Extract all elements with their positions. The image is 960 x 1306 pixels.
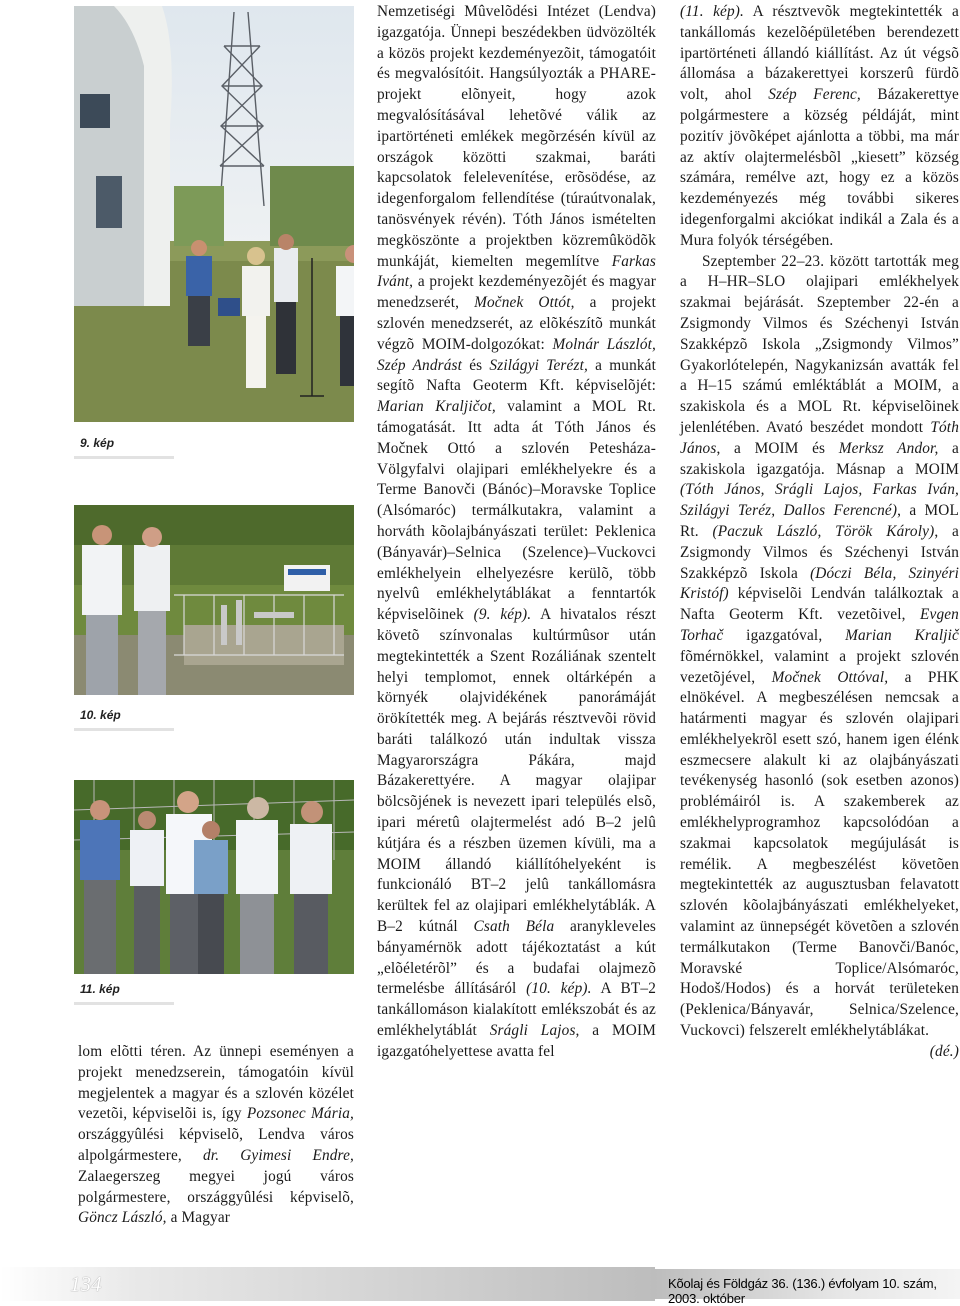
person-name: (Dóczi Béla, Szinyéri Kristóf): [680, 564, 959, 603]
text-run: lom elõtti téren. Az ünnepi eseményen a projekt menedzserein, támogatóin kívül megjelentek a magyar és a szlovén közélet vezetõi, képviselõi is, így: [78, 1043, 354, 1123]
person-name: dr. Gyimesi Endre,: [202, 1146, 355, 1164]
person-name: Marian Kraljič: [845, 626, 959, 644]
person-name: Močnek Ottóval,: [771, 668, 889, 686]
text-run: aranykleveles bányamérnök adott tájékoztatást a kút „elõéletérõl” és a budafai olajmezõ termelésbe állításáról: [377, 918, 656, 998]
column-2: [377, 2, 656, 1063]
photo-11: [74, 780, 354, 974]
paragraph: [377, 2, 656, 1063]
person-name: (Paczuk László, Török Károly): [712, 522, 935, 540]
text-run: a PHK elnökével. A megbeszélésen nemcsak a határmenti magyar és szlovén olajipari emlékhelyekrõl esett szó, hanem igen élénk eszmecsere alakult ki az olajbányászati tevékenység hasonló (sok esetben azonos) problémáiról is. A szakemberek az emlékhelyprogramhoz kapcsolódóan a szakmai kapcsolatok megújulását is remélik. A megbeszélést követõen megtekintették az augusztusban felavatott szlovén kõolajbányászati emlékhelyeket, valamint az ünnepségét követõen a szlovén termálkutakon (Terme Banovči/Banóc, Moravské Toplice/Alsómaróc, Hodoš/Hodos) és a horvát területeken (Peklenica/Bányavár, Selnica/Szelence, Vuckovci) felszerelt emlékhelytáblákat.: [680, 668, 959, 1040]
caption-11: 11. kép: [80, 982, 120, 996]
figure-reference: (11. kép).: [680, 3, 745, 20]
person-name: Molnár Lászlót, Szép Andrást: [377, 335, 657, 374]
person-name: Marian Kraljičot,: [377, 398, 496, 416]
caption-rule: [74, 1002, 174, 1005]
signature-text: (dé.): [929, 1042, 959, 1060]
text-run: képviselõi Lendván találkoztak a Nafta Geoterm Kft. vezetõivel,: [680, 585, 959, 624]
caption-rule: [74, 456, 174, 459]
text-run: igazgatóval,: [723, 626, 846, 644]
figure-reference: (9. kép).: [473, 606, 532, 624]
text-run: a munkát segítõ Nafta Geoterm Kft. képviselõjét:: [377, 356, 657, 395]
text-run: A BT–2 tankállomáson kialakított emlékszobát és az emlékhelytáblát: [377, 980, 657, 1040]
person-name: Farkas Ivánt,: [377, 252, 656, 291]
person-name: Močnek Ottót,: [474, 294, 575, 312]
text-run: fõmérnökkel, valamint a projekt szlovén vezetõjével,: [680, 647, 959, 686]
paragraph: [680, 2, 959, 252]
person-name: Evgen Torhač: [680, 606, 959, 644]
text-run: országgyûlési képviselõ, Lendva város alpolgármestere,: [78, 1126, 354, 1164]
person-name: Szép Ferenc,: [768, 86, 861, 104]
text-run: , a Zsigmondy Vilmos és Széchenyi István Szakképzõ Iskola: [680, 522, 959, 582]
column-1: [78, 1042, 354, 1229]
person-name: (Tóth János, Srágli Lajos, Farkas Iván, Szilágyi Teréz, Dallos Ferencné): [680, 481, 959, 520]
text-run: a projekt kezdeményezõjét és magyar menedzserét,: [377, 273, 656, 312]
paragraph: [78, 1042, 354, 1229]
person-name: Srágli Lajos,: [489, 1022, 580, 1040]
photo-10: [74, 505, 354, 695]
text-run: Bázakerettye polgármestere a község példáját, mint pozitív jövõképet ajánlotta a többi, ma már az aktív olajtermelésbõl „kiesett” község számára, remélve azt, hogy ez a közös kezdeményezés még további sikeres idegenforgalmi akciókat indikál a Zala és a Mura folyók térségében.: [680, 86, 959, 249]
photo-9-image: [74, 6, 354, 422]
text-run: A hivatalos részt követõ színvonalas kultúrmûsor után megtekintették a Szent Rozáliának szentelt helyi templomot, ennek oltárképén a környék olajvidékének panorámáját örökítették meg. A bejárás résztvevõi rövid baráti találkozó után indultak vissza Magyarországra Pákára, majd Bázakerettyére. A magyar olajipar bölcsõjének is nevezett ipari település elsõ, ipari méretû olajtermelést adó B–2 jelû kútjára és a részben üzemen kívüli, ma a MOIM állandó kiállítóhelyeként is funkcionáló BT–2 jelû tankállomásra kerültek fel az olajipari emlékhelytáblák. A B–2 kútnál: [377, 606, 656, 936]
paragraph: [680, 252, 959, 1042]
person-name: Göncz László,: [78, 1209, 167, 1227]
person-name: Tóth János: [680, 418, 959, 457]
text-run: a projekt szlovén menedzserét, az elõkészítõ munkát végzõ MOIM-dolgozókat:: [377, 294, 656, 353]
text-run: a szakiskola igazgatója. Másnap a MOIM: [680, 439, 959, 478]
text-run: és: [462, 356, 490, 374]
person-name: Szilágyi Terézt,: [489, 356, 588, 374]
photo-9: [74, 6, 354, 422]
text-run: a MOIM igazgatóhelyettese avatta fel: [377, 1022, 656, 1060]
column-3: [680, 2, 959, 1063]
caption-rule: [74, 728, 174, 731]
caption-9: 9. kép: [80, 436, 115, 450]
text-run: a Magyar: [166, 1209, 231, 1227]
text-run: Zalaegerszeg megyei jogú város polgármestere, országgyûlési képviselõ,: [78, 1167, 354, 1206]
text-run: valamint a MOL Rt. támogatását. Itt adta át Tóth János és Močnek Ottó a szlovén Petesháza-Völgyfalvi olajipari emlékhelyekre és a Terme Banovči (Bánóc)–Moravske Toplice (Alsómaróc) termálkutakra, valamint a horváth kõolajbányászati terület: Peklenica (Bányavár)–Selnica (Szelence)–Vuckovci emlékhelyein elhelyezésre kerülõ, több nyelvû emlékhelytáblákat a fenntartók képviselõinek: [377, 398, 656, 624]
figure-reference: (10. kép).: [526, 980, 592, 998]
author-signature: [680, 1042, 959, 1063]
text-run: , a MOIM és: [716, 439, 839, 457]
page-number: 134: [70, 1272, 102, 1296]
person-name: Merksz Andor,: [838, 439, 939, 457]
photo-10-image: [74, 505, 354, 695]
text-run: , a MOL Rt.: [680, 502, 959, 540]
person-name: Csath Béla: [473, 918, 555, 936]
journal-citation: Kõolaj és Földgáz 36. (136.) évfolyam 10. szám, 2003. október: [668, 1276, 937, 1306]
text-run: Nemzetiségi Mûvelõdési Intézet (Lendva) igazgatója. Ünnepi beszédekben üdvözölték a közös projekt kezdeményezõit, támogatóit és megvalósítóit. Hangsúlyozták a PHARE-projekt elõnyeit, hogy azok megvalósításával lehetõvé válik az ipartörténeti emlékek megõrzésén kívül az országok közötti szakmai, baráti kapcsolatok felelevenítése, erõsödése, az idegenforgalom fellendítése (túraútvonalak, tanösvények révén). Tóth János ismételten megköszönte a projektben közremûködõk munkáját, kiemelten megemlítve: [377, 3, 656, 270]
caption-10: 10. kép: [80, 708, 121, 722]
photo-11-image: [74, 780, 354, 974]
person-name: Pozsonec Mária,: [246, 1105, 355, 1123]
text-run: A résztvevõk megtekintették a tankállomás kezelõépületében berendezett ipartörténeti állandó kiállítást. Az út végsõ állomása a bázakerettyei korszerû fürdõ volt, ahol: [680, 3, 959, 104]
text-run: Szeptember 22–23. között tartották meg a H–HR–SLO olajipari emlékhelyek szakmai bejárását. Szeptember 22-én a Zsigmondy Vilmos és Széchenyi István Szakképzõ Iskola „Zsigmondy Vilmos” Gyakorlótelepén, Nagykanizsán avatták fel a H–15 számú emléktáblát a MOIM, a szakiskola és a MOL Rt. képviselõinek jelenlétében. Avató beszédet mondott: [680, 252, 959, 436]
